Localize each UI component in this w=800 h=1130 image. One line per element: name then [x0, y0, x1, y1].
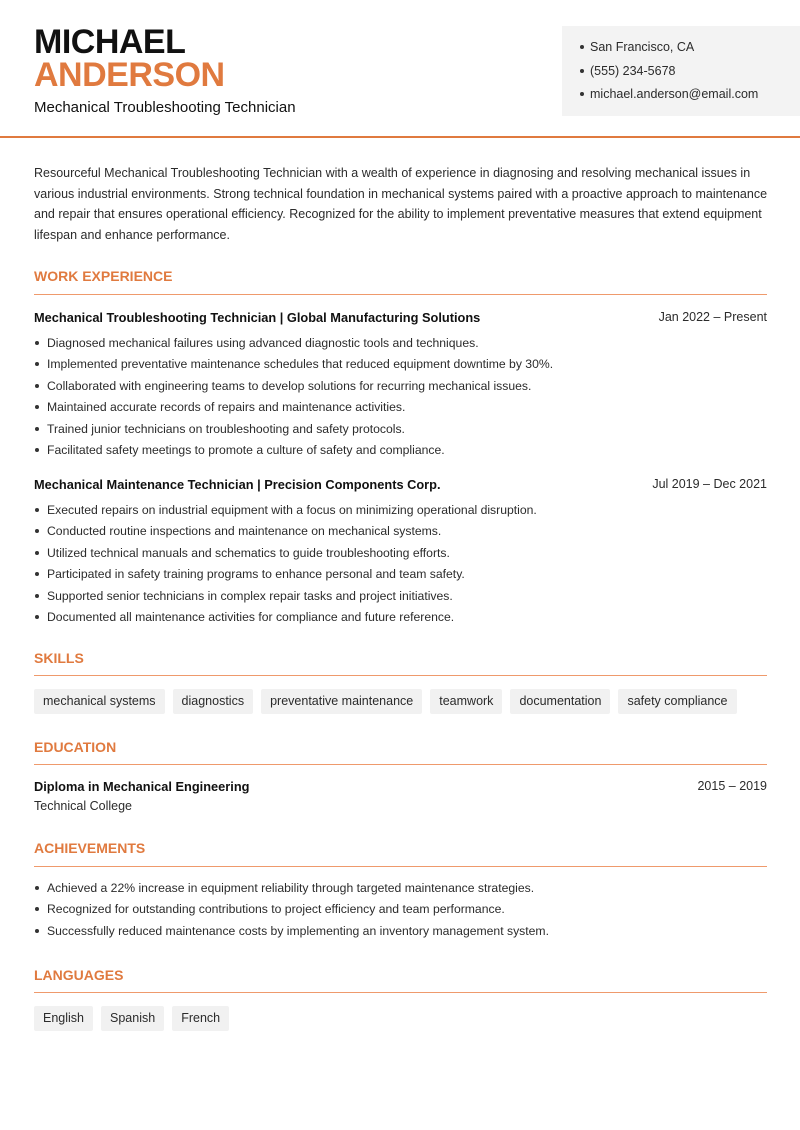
job-title: Mechanical Troubleshooting Technician	[34, 99, 296, 116]
contact-location: San Francisco, CA	[580, 39, 800, 63]
section-title-skills: SKILLS	[34, 650, 84, 666]
language-tags	[34, 1006, 229, 1031]
skill-tag: preventative maintenance	[261, 689, 422, 714]
section-title-work: WORK EXPERIENCE	[34, 268, 173, 284]
list-item: Recognized for outstanding contributions to project efficiency and team performance.	[34, 901, 767, 922]
skills-tags	[34, 689, 737, 714]
language-tag: French	[172, 1006, 229, 1031]
section-title-languages: LANGUAGES	[34, 967, 124, 983]
list-item: Supported senior technicians in complex repair tasks and project initiatives.	[34, 588, 767, 609]
list-item: Implemented preventative maintenance schedules that reduced equipment downtime by 30%.	[34, 356, 767, 377]
list-item: Conducted routine inspections and maintenance on mechanical systems.	[34, 523, 767, 544]
section-divider	[34, 675, 767, 676]
list-item: Diagnosed mechanical failures using advanced diagnostic tools and techniques.	[34, 335, 767, 356]
list-item: Collaborated with engineering teams to develop solutions for recurring mechanical issues.	[34, 378, 767, 399]
resume-header	[0, 0, 800, 138]
list-item: Executed repairs on industrial equipment with a focus on minimizing operational disruption.	[34, 502, 767, 523]
skill-tag: mechanical systems	[34, 689, 165, 714]
contact-box	[562, 26, 800, 116]
contact-email[interactable]: michael.anderson@email.com	[580, 86, 800, 110]
section-divider	[34, 294, 767, 295]
job-header	[34, 477, 767, 495]
language-tag: English	[34, 1006, 93, 1031]
job-header	[34, 310, 767, 328]
job-dates-2: Jul 2019 – Dec 2021	[652, 477, 767, 491]
skill-tag: documentation	[510, 689, 610, 714]
language-tag: Spanish	[101, 1006, 164, 1031]
education-degree: Diploma in Mechanical Engineering	[34, 779, 250, 794]
section-divider	[34, 764, 767, 765]
job-title-1: Mechanical Troubleshooting Technician | Global Manufacturing Solutions	[34, 310, 481, 325]
job-bullets-2	[34, 502, 767, 630]
contact-phone: (555) 234-5678	[580, 63, 800, 87]
list-item: Participated in safety training programs to enhance personal and team safety.	[34, 566, 767, 587]
education-school: Technical College	[34, 799, 132, 813]
section-title-education: EDUCATION	[34, 739, 117, 755]
job-bullets-1	[34, 335, 767, 463]
list-item: Documented all maintenance activities for compliance and future reference.	[34, 609, 767, 630]
list-item: Facilitated safety meetings to promote a culture of safety and compliance.	[34, 442, 767, 463]
skill-tag: teamwork	[430, 689, 502, 714]
job-title-2: Mechanical Maintenance Technician | Precision Components Corp.	[34, 477, 441, 492]
job-dates-1: Jan 2022 – Present	[658, 310, 767, 324]
section-title-achievements: ACHIEVEMENTS	[34, 840, 146, 856]
skill-tag: safety compliance	[618, 689, 736, 714]
list-item: Achieved a 22% increase in equipment reliability through targeted maintenance strategies.	[34, 880, 767, 901]
first-name: MICHAEL	[34, 23, 186, 61]
list-item: Trained junior technicians on troubleshooting and safety protocols.	[34, 421, 767, 442]
skill-tag: diagnostics	[173, 689, 254, 714]
last-name: ANDERSON	[34, 56, 225, 94]
list-item: Successfully reduced maintenance costs by implementing an inventory management system.	[34, 923, 767, 944]
section-divider	[34, 992, 767, 993]
professional-summary: Resourceful Mechanical Troubleshooting Technician with a wealth of experience in diagnosing and resolving mechanical issues in various industrial environments. Strong technical foundation in mechanical systems paired with a proactive approach to maintenance and repair that ensures operational efficiency. Recognized for the ability to implement preventative measures that extend equipment lifespan and enhance performance.	[34, 166, 768, 242]
list-item: Maintained accurate records of repairs and maintenance activities.	[34, 399, 767, 420]
achievement-bullets	[34, 880, 767, 944]
education-dates: 2015 – 2019	[697, 779, 767, 793]
section-divider	[34, 866, 767, 867]
list-item: Utilized technical manuals and schematics to guide troubleshooting efforts.	[34, 545, 767, 566]
